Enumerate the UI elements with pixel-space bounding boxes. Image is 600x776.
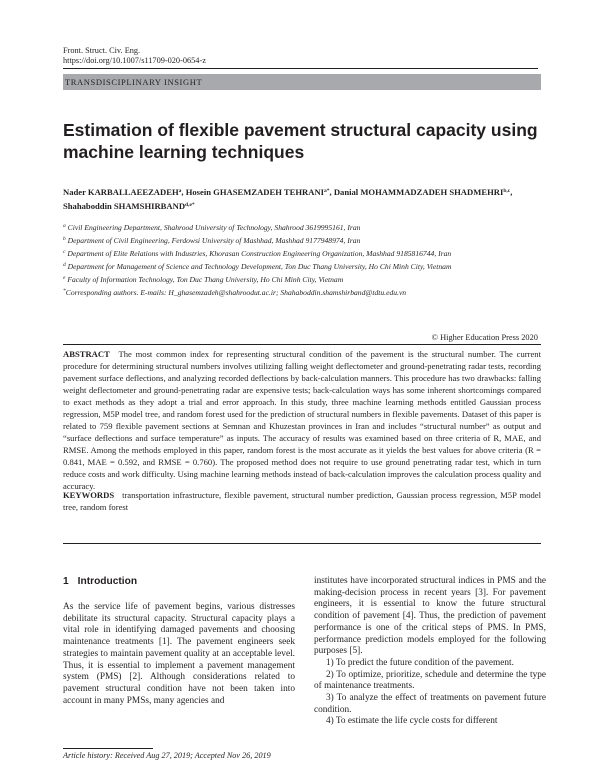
paper-title: Estimation of flexible pavement structural capacity using machine learning techniques [63, 120, 538, 162]
footnote-rule [63, 748, 153, 749]
affiliation: $^e$ Faculty of Information Technology, Ton Duc Thang University, Ho Chi Minh City, Vietnam [63, 275, 344, 284]
doi-link[interactable]: https://doi.org/10.1007/s11709-020-0654-z [63, 56, 206, 65]
section-heading: 1 Introduction [63, 576, 138, 587]
author: Shahaboddin $SHAMSHIRBAND^{d,e*}$ [63, 201, 195, 211]
list-item: 4) To estimate the life cycle costs for different [326, 716, 498, 727]
article-type-band: TRANSDISCIPLINARY INSIGHT [63, 74, 541, 90]
keywords [63, 489, 541, 513]
abstract-text: The most common index for representing structural condition of the pavement is the structural number. The current procedure for determining structural numbers involves utilizing falling weight deflectometer and ground-penetrating radar tests, recording pavement surface deflections, and analyzing recorded deflections by back-calculation manners. This procedure has two drawbacks: falling weight deflectometer and ground-penetrating radar are expensive tests; back-calculation ways has some inherent shortcomings compared to exact methods as they adopt a trial and error approach. In this study, three machine learning methods entitled Gaussian process regression, M5P model tree, and random forest used for the prediction of structural numbers in flexible pavements. Dataset of this paper is related to 759 flexible pavement sections at Semnan and Khuzestan provinces in Iran and includes “structural number” as output and “surface deflections and surface temperature” as inputs. The accuracy of results was examined based on three criteria of R, MAE, and RMSE. Among the methods employed in this paper, random forest is the most accurate as it yields the best values for above criteria (R = 0.841, MAE = 0.592, and RMSE = 0.760). The proposed method does not require to use ground penetrating radar test, which in turn reduce costs and work difficulty. Using machine learning methods instead of back-calculation improves the calculation process quality and accuracy. [63, 349, 541, 491]
abstract-top-rule [63, 344, 541, 345]
abstract-label: ABSTRACT [63, 349, 110, 359]
author-list [63, 185, 541, 213]
keywords-bottom-rule [63, 543, 541, 544]
affiliation: $^b$ Department of Civil Engineering, Ferdowsi University of Mashhad, Mashhad 9177948974, Iran [63, 236, 361, 245]
affiliation: $^a$ Civil Engineering Department, Shahrood University of Technology, Shahrood 3619995161, Iran [63, 223, 361, 232]
journal-name: Front. Struct. Civ. Eng. [63, 46, 141, 55]
header-rule [63, 68, 538, 69]
paragraph: institutes have incorporated structural indices in PMS and the making-decision process in recent years [3]. For pavement engineers, it is essential to know the future structural condition of pavement [4]. Thus, the prediction of pavement performance is one of the critical steps of PMS. In PMS, performance prediction models employed for the following purposes [5]. [314, 576, 546, 657]
paragraph: As the service life of pavement begins, various distresses debilitate its structural capacity. Structural capacity plays a vital role in identifying damaged pavements and choosing maintenance treatments [1]. The pavement engineers seek strategies to maintain pavement quality at an acceptable level. Thus, it is essential to implement a pavement management system (PMS) [2]. Although considerations related to pavement structural condition have not been taken into account in many PMSs, many agencies and [63, 602, 295, 706]
article-history: Article history: Received Aug 27, 2019; Accepted Nov 26, 2019 [63, 751, 271, 760]
body-column-right [314, 576, 546, 728]
affiliation: $^c$ Department of Elite Relations with Industries, Khorasan Construction Engineering Organization, Mashhad 9185816744, Iran [63, 249, 452, 258]
author: Danial MOHAMMADZADEH SHADMEHRI$^{b,c}$, [333, 187, 513, 197]
copyright-notice: © Higher Education Press 2020 [431, 333, 538, 342]
list-item: 3) To analyze the effect of treatments on pavement future condition. [314, 693, 546, 715]
list-item: 2) To optimize, prioritize, schedule and determine the type of maintenance treatments. [314, 669, 546, 692]
author: Hosein GHASEMZADEH $TEHRANI^{a*}$, [185, 187, 334, 197]
list-item: 1) To predict the future condition of the pavement. [326, 657, 514, 668]
author: Nader KARBALLAEEZADEH$^a$, [63, 187, 186, 197]
keywords-label: KEYWORDS [63, 490, 115, 500]
corresponding-authors: *Corresponding authors. E-mails: H_ghasemzadeh@shahroodut.ac.ir; Shahaboddin.shamshirband@tdtu.edu.vn [63, 288, 407, 297]
keywords-text: transportation infrastructure, flexible pavement, structural number prediction, Gaussian process regression, M5P model tree, random forest [63, 490, 541, 512]
abstract [63, 348, 541, 492]
body-column-left [63, 602, 295, 707]
affiliation: $^d$ Department for Management of Science and Technology Development, Ton Duc Thang University, Ho Chi Minh City, Vietnam [63, 262, 452, 271]
